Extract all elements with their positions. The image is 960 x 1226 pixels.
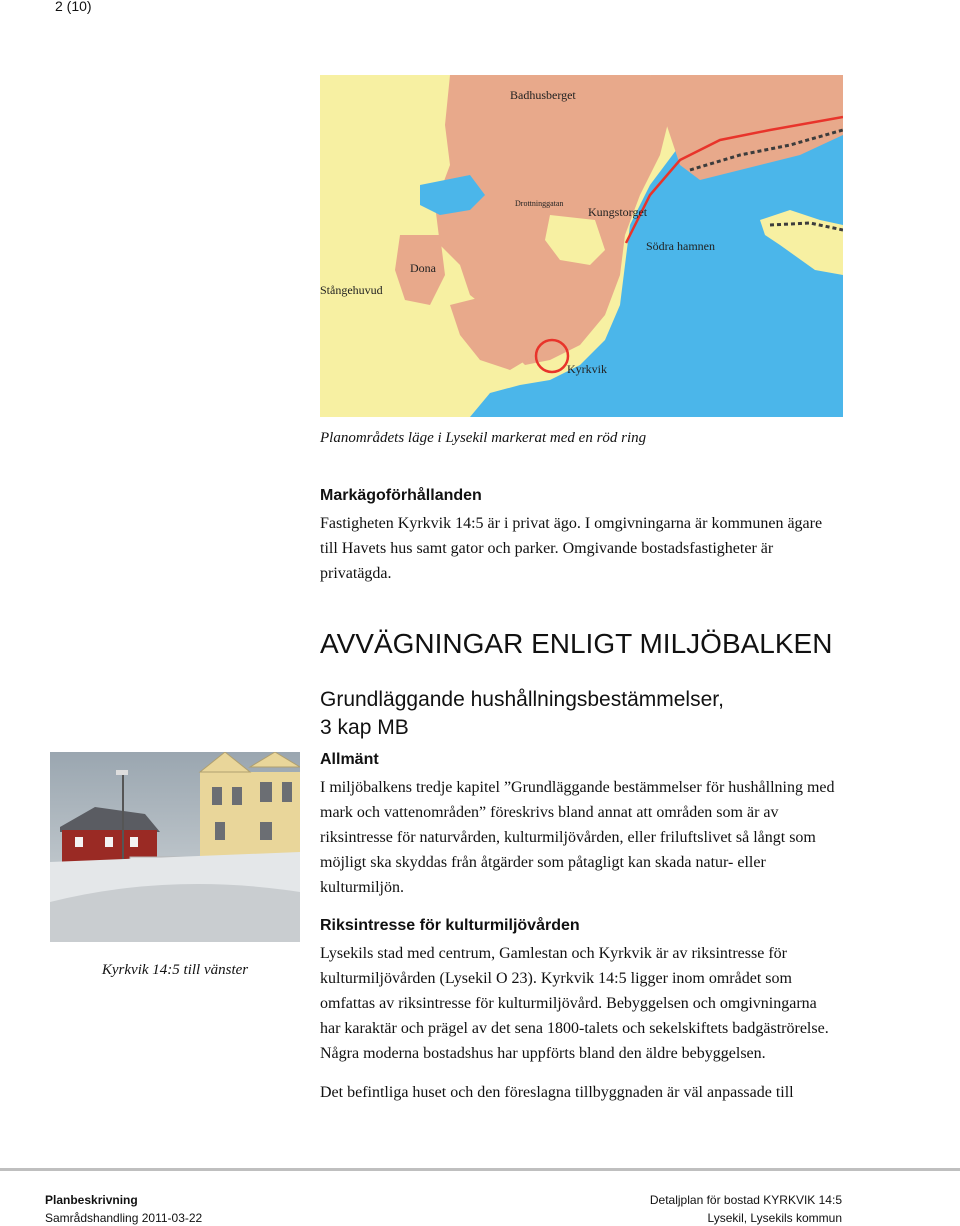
section-heading-markagar: Markägoförhållanden xyxy=(320,487,482,504)
map-caption: Planområdets läge i Lysekil markerat med en röd ring xyxy=(320,430,647,446)
sub-heading xyxy=(320,686,724,742)
paragraph-last: Det befintliga huset och den föreslagna tillbyggnaden är väl anpassade till xyxy=(320,1084,794,1101)
paragraph-markagar: Fastigheten Kyrkvik 14:5 är i privat ägo. I omgivningarna är kommunen ägare till Havets hus samt gator och parker. Omgivande bostadsfastigheter är privatägda. xyxy=(320,515,823,582)
map-label-badhusberget: Badhusberget xyxy=(510,88,576,102)
photo-graphic xyxy=(50,752,300,942)
paragraph-riksintresse: Lysekils stad med centrum, Gamlestan och Kyrkvik är av riksintresse för kulturmiljövården (Lysekil O 23). Kyrkvik 14:5 ligger inom området som omfattas av riksintresse för kulturmiljövård. Bebyggelsen och omgivningarna har karaktär och prägel av det sena 1800-talets och sekelskiftets badgäströrelse. Några moderna bostadshus har uppförts bland den äldre bebyggelsen. xyxy=(320,945,829,1062)
map-label-stangehuvud: Stångehuvud xyxy=(320,283,383,297)
map-label-drottninggatan: Drottninggatan xyxy=(515,199,564,208)
footer-right-title: Detaljplan för bostad KYRKVIK 14:5 xyxy=(649,1193,842,1207)
footer-left-sub: Samrådshandling 2011-03-22 xyxy=(45,1211,203,1225)
section-heading-riksintresse: Riksintresse för kulturmiljövården xyxy=(320,917,580,934)
map-label-kungstorget: Kungstorget xyxy=(588,205,648,219)
paragraph-allmant: I miljöbalkens tredje kapitel ”Grundläggande bestämmelser för hushållning med mark och vattenområden” föreskrivs bland annat att områden som är av riksintresse för naturvården, kulturmiljövården, eller friluftslivet så långt som möjligt ska skyddas från åtgärder som påtagligt kan skada natur- eller kulturmiljön. xyxy=(320,779,835,896)
location-map xyxy=(320,75,843,417)
main-heading: AVVÄGNINGAR ENLIGT MILJÖBALKEN xyxy=(320,628,833,659)
house-photo xyxy=(50,752,300,942)
page-number: 2 (10) xyxy=(55,0,92,14)
footer-divider xyxy=(0,1168,960,1171)
photo-caption: Kyrkvik 14:5 till vänster xyxy=(101,962,249,978)
sub-heading-line-1: Grundläggande hushållningsbestämmelser, xyxy=(320,688,724,711)
footer-left-title: Planbeskrivning xyxy=(45,1193,138,1207)
map-label-kyrkvik: Kyrkvik xyxy=(567,362,607,376)
footer-right-sub: Lysekil, Lysekils kommun xyxy=(707,1211,842,1225)
sub-heading-line-2: 3 kap MB xyxy=(320,716,409,739)
section-heading-allmant: Allmänt xyxy=(320,751,379,768)
map-label-sodra-hamnen: Södra hamnen xyxy=(646,239,715,253)
map-label-dona: Dona xyxy=(410,261,436,275)
